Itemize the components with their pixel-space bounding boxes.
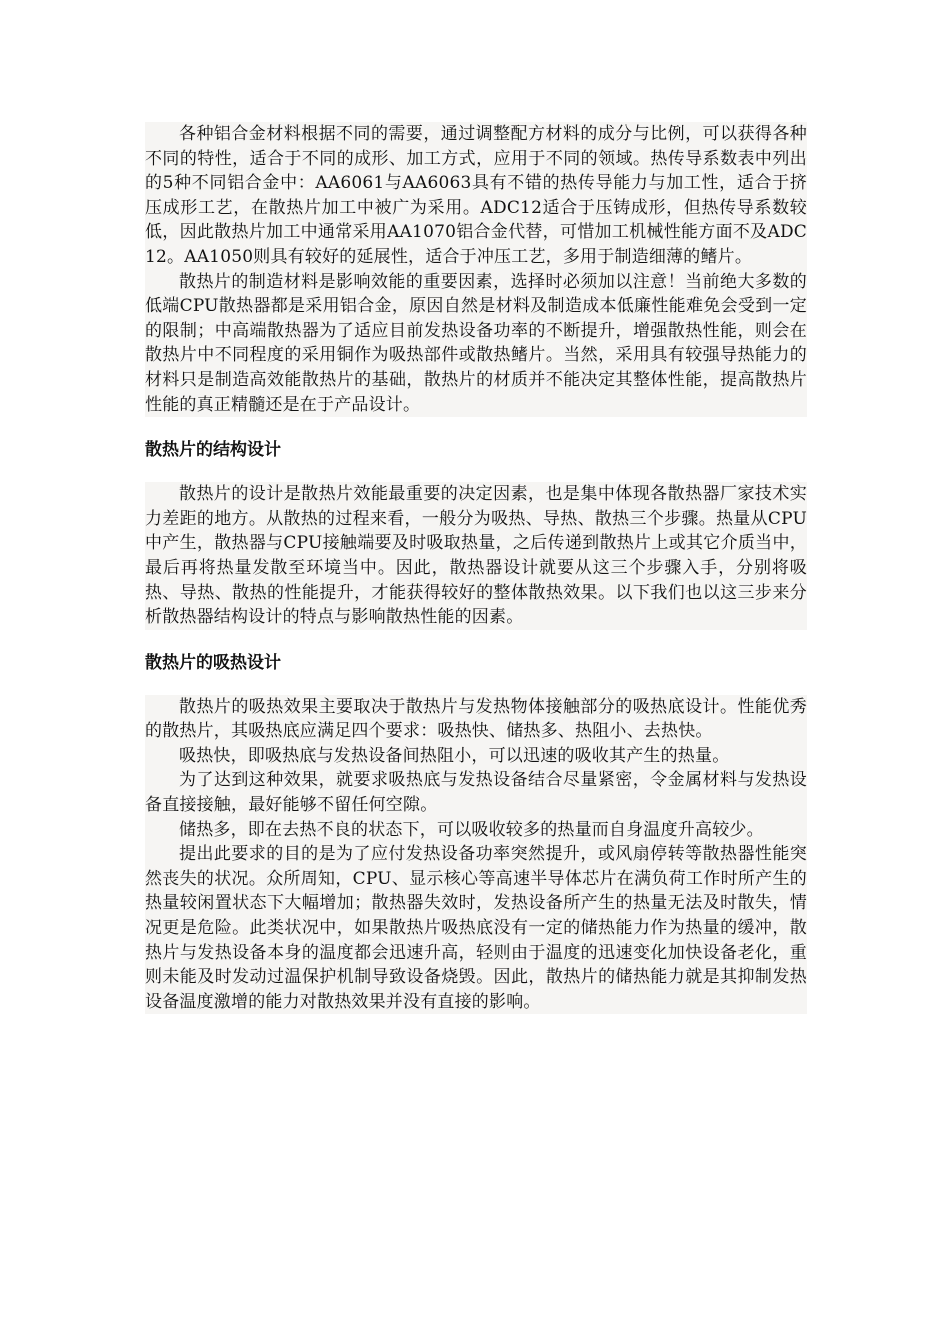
paragraph: 各种铝合金材料根据不同的需要，通过调整配方材料的成分与比例，可以获得各种不同的特性，适合于不同的成形、加工方式，应用于不同的领域。热传导系数表中列出的5种不同铝合金中：AA6061与AA6063具有不错的热传导能力与加工性，适合于挤压成形工艺，在散热片加工中被广为采用。ADC12适合于压铸成形，但热传导系数较低，因此散热片加工中通常采用AA1070铝合金代替，可惜加工机械性能方面不及ADC12。AA1050则具有较好的延展性，适合于冲压工艺，多用于制造细薄的鳍片。 bbox=[145, 124, 807, 267]
section-gap bbox=[145, 675, 807, 695]
absorption-section bbox=[145, 695, 807, 1015]
paragraph: 提出此要求的目的是为了应付发热设备功率突然提升，或风扇停转等散热器性能突然丧失的状况。众所周知，CPU、显示核心等高速半导体芯片在满负荷工作时所产生的热量较闲置状态下大幅增加；散热器失效时，发热设备所产生的热量无法及时散失，情况更是危险。此类状况中，如果散热片吸热底没有一定的储热能力作为热量的缓冲，散热片与发热设备本身的温度都会迅速升高，轻则由于温度的迅速变化加快设备老化，重则未能及时发动过温保护机制导致设备烧毁。因此，散热片的储热能力就是其抑制发热设备温度激增的能力对散热效果并没有直接的影响。 bbox=[145, 844, 807, 1012]
paragraph: 散热片的吸热效果主要取决于散热片与发热物体接触部分的吸热底设计。性能优秀的散热片，其吸热底应满足四个要求：吸热快、储热多、热阻小、去热快。 bbox=[145, 696, 807, 742]
intro-section bbox=[145, 122, 807, 417]
structure-section bbox=[145, 482, 807, 630]
document-body bbox=[145, 122, 807, 1014]
section-gap bbox=[145, 630, 807, 651]
paragraph: 散热片的制造材料是影响效能的重要因素，选择时必须加以注意！当前绝大多数的低端CPU散热器都是采用铝合金，原因自然是材料及制造成本低廉性能难免会受到一定的限制；中高端散热器为了适应目前发热设备功率的不断提升，增强散热性能，则会在散热片中不同程度的采用铜作为吸热部件或散热鳍片。当然，采用具有较强导热能力的材料只是制造高效能散热片的基础，散热片的材质并不能决定其整体性能，提高散热片性能的真正精髓还是在于产品设计。 bbox=[145, 271, 807, 415]
section-heading: 散热片的吸热设计 bbox=[145, 651, 807, 675]
paragraph: 散热片的设计是散热片效能最重要的决定因素，也是集中体现各散热器厂家技术实力差距的地方。从散热的过程来看，一般分为吸热、导热、散热三个步骤。热量从CPU中产生，散热器与CPU接触端要及时吸取热量，之后传递到散热片上或其它介质当中，最后再将热量发散至环境当中。因此，散热器设计就要从这三个步骤入手，分别将吸热、导热、散热的性能提升，才能获得较好的整体散热效果。以下我们也以这三步来分析散热器结构设计的特点与影响散热性能的因素。 bbox=[145, 484, 807, 628]
section-gap bbox=[145, 417, 807, 438]
section-heading: 散热片的结构设计 bbox=[145, 438, 807, 462]
paragraph: 吸热快，即吸热底与发热设备间热阻小，可以迅速的吸收其产生的热量。 bbox=[179, 745, 730, 766]
paragraph: 为了达到这种效果，就要求吸热底与发热设备结合尽量紧密，令金属材料与发热设备直接接触，最好能够不留任何空隙。 bbox=[145, 770, 807, 816]
section-gap bbox=[145, 462, 807, 482]
paragraph: 储热多，即在去热不良的状态下，可以吸收较多的热量而自身温度升高较少。 bbox=[179, 819, 764, 840]
